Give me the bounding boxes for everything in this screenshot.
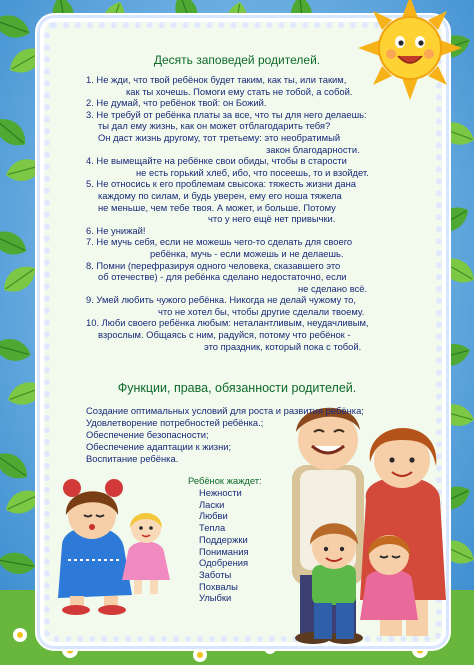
commandment-line: 4. Не вымещайте на ребёнке свои обиды, чтобы в старости: [86, 155, 347, 167]
commandment-line: 5. Не относись к его проблемам свысока: тяжесть жизни дана: [86, 178, 356, 190]
commandment-line: взрослым. Общаясь с ним, радуйся, потому что ребёнок -: [98, 329, 351, 341]
function-item: Обеспечение адаптации к жизни;: [86, 441, 232, 452]
commandment-line: что не хотел бы, чтобы другие сделали твоему.: [158, 305, 365, 317]
commandment-line: закон благодарности.: [266, 143, 360, 155]
commandment-line: ребёнка, мучь - если можешь и не делаешь.: [150, 247, 344, 259]
commandment-line: об отечестве) - для ребёнка сделано недостаточно, если: [98, 271, 347, 283]
commandment-line: что у него ещё нет привычки.: [208, 213, 336, 225]
need-item: Понимания: [199, 545, 249, 557]
need-item: Тепла: [199, 522, 226, 534]
commandment-line: 6. Не унижай!: [86, 224, 146, 236]
functions-list: [86, 405, 406, 465]
need-item: Ласки: [199, 498, 225, 510]
commandment-line: не меньше, чем тебе твоя. А может, и больше. Потому: [98, 201, 336, 213]
need-item: Поддержки: [199, 533, 248, 545]
needs-list: [199, 487, 249, 604]
commandment-line: это праздник, который пока с тобой.: [204, 340, 362, 352]
commandment-line: 8. Помни (перефразируя одного человека, сказавшего это: [86, 259, 341, 271]
commandments-list: [86, 74, 406, 352]
commandment-line: 9. Умей любить чужого ребёнка. Никогда не делай чужому то,: [86, 294, 356, 306]
function-item: Создание оптимальных условий для роста и развития ребёнка;: [86, 405, 364, 416]
page-title: Десять заповедей родителей.: [153, 53, 321, 67]
commandment-line: ты дал ему жизнь, как он может отблагодарить тебя?: [98, 120, 331, 132]
commandment-line: 1. Не жди, что твой ребёнок будет таким, как ты, или таким,: [86, 74, 347, 85]
function-item: Обеспечение безопасности;: [86, 429, 209, 440]
commandment-line: не есть горький хлеб, ибо, что посеешь, то и взойдет.: [136, 166, 369, 178]
commandment-line: каждому по силам, и будь уверен, ему его ноша тяжела: [98, 189, 342, 201]
need-item: Любви: [199, 510, 228, 522]
need-item: Похвалы: [199, 580, 238, 592]
function-item: Удовлетворение потребностей ребёнка.;: [86, 417, 264, 428]
needs-title: Ребёнок жаждет:: [188, 475, 262, 486]
commandment-line: 7. Не мучь себя, если не можешь чего-то сделать для своего: [86, 236, 353, 248]
commandment-line: 10. Люби своего ребёнка любым: неталантливым, неудачливым,: [86, 317, 369, 329]
need-item: Нежности: [199, 487, 242, 498]
commandment-line: не сделано всё.: [298, 282, 368, 294]
need-item: Одобрения: [199, 557, 249, 569]
commandment-line: 3. Не требуй от ребёнка платы за все, что ты для него делаешь:: [86, 108, 367, 120]
functions-title: Функции, права, обязанности родителей.: [117, 381, 357, 395]
commandment-line: 2. Не думай, что ребёнок твой: он Божий.: [86, 97, 267, 109]
commandment-line: Он даст жизнь другому, тот третьему: это необратимый: [98, 131, 341, 143]
need-item: Улыбки: [199, 592, 232, 604]
need-item: Заботы: [199, 568, 232, 580]
commandment-line: как ты хочешь. Помоги ему стать не тобой, а собой.: [126, 85, 353, 97]
function-item: Воспитание ребёнка.: [86, 453, 179, 464]
